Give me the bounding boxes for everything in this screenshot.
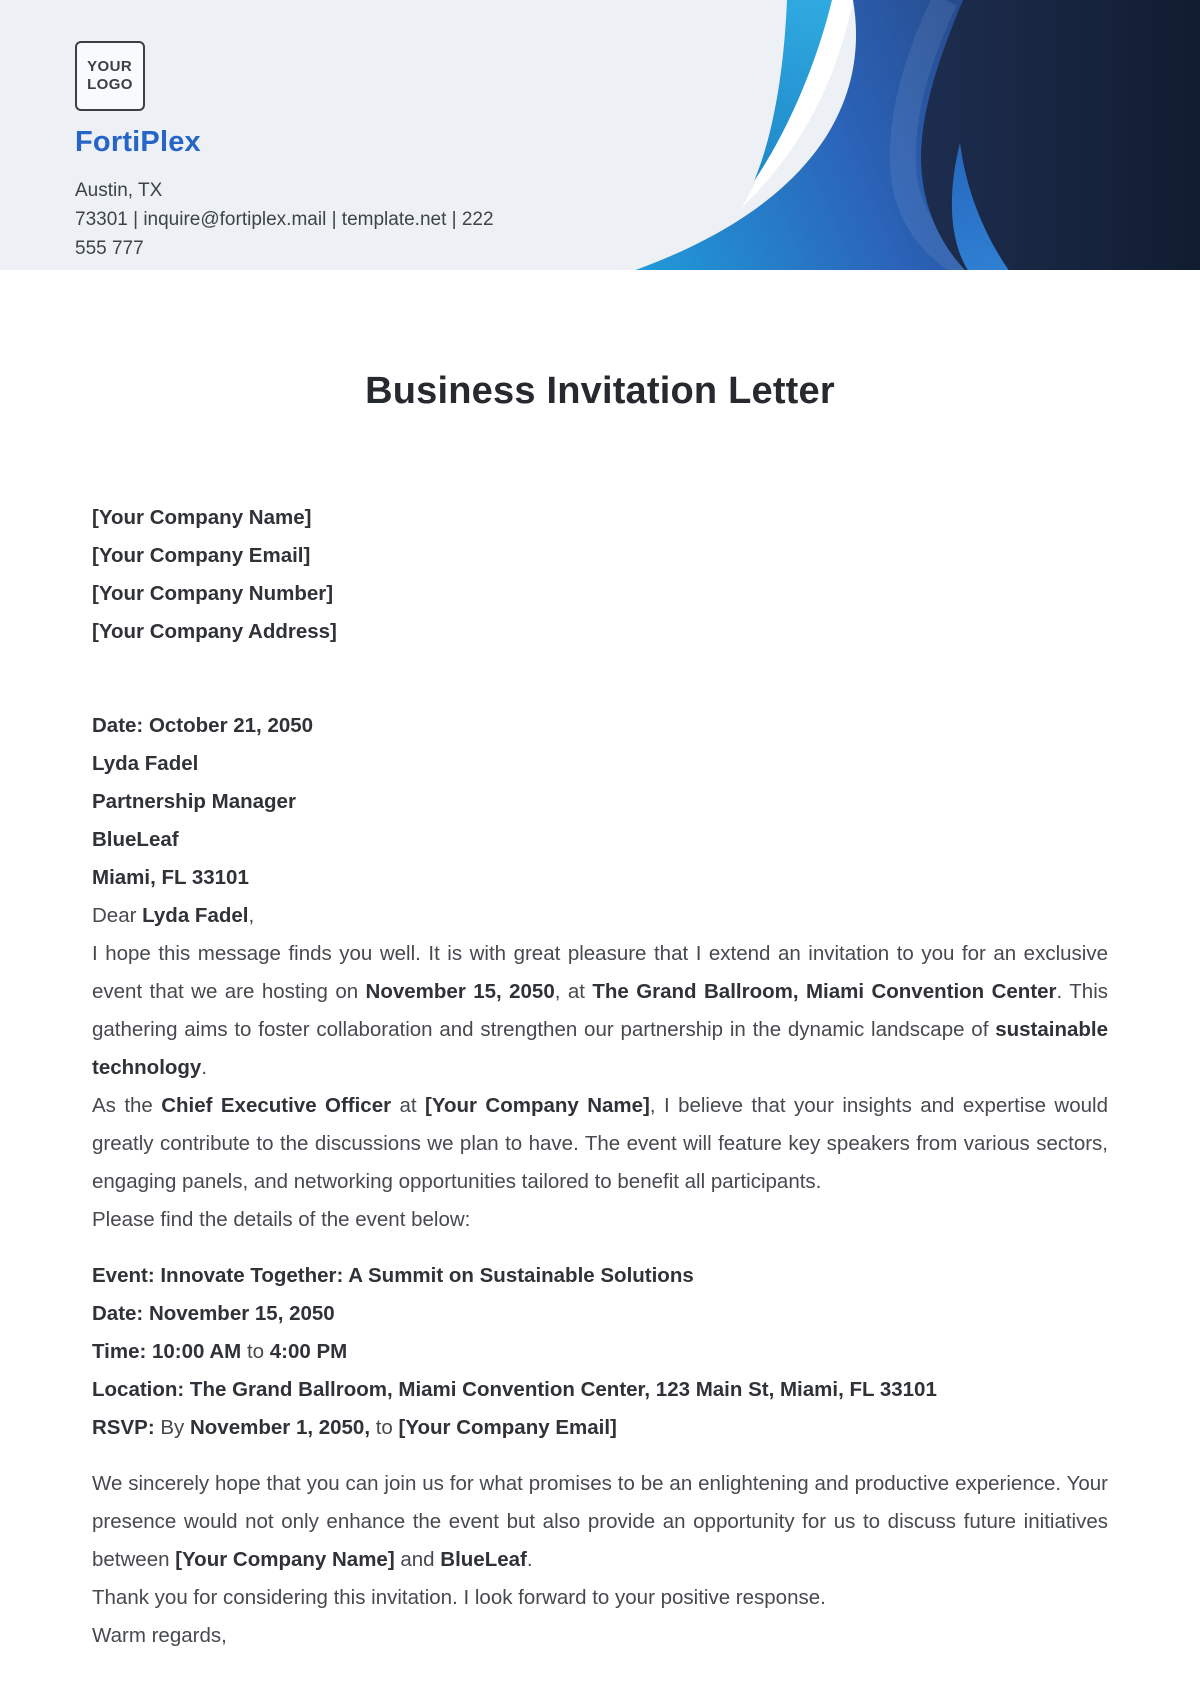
- event-date-line: Date: November 15, 2050: [92, 1302, 335, 1325]
- logo-text: [87, 58, 133, 94]
- recipient-role: Partnership Manager: [92, 790, 296, 813]
- letter-main-block: [92, 707, 1108, 1239]
- company-contact-block: [75, 176, 595, 263]
- event-rsvp-line: RSVP: By November 1, 2050, to [Your Company Email]: [92, 1416, 617, 1439]
- paragraph-thanks: Thank you for considering this invitation. I look forward to your positive response.: [92, 1586, 826, 1609]
- decorative-swirl-graphic: [555, 0, 1200, 270]
- company-name: FortiPlex: [75, 126, 201, 158]
- event-details-block: [92, 1257, 1108, 1447]
- logo-text-line2: LOGO: [87, 76, 133, 93]
- recipient-city: Miami, FL 33101: [92, 866, 249, 889]
- address-line-phone: 555 777: [75, 238, 144, 259]
- paragraph-role: As the Chief Executive Officer at [Your Company Name], I believe that your insights and expertise would greatly contribute to the discussions we plan to have. The event will feature key speakers from various sectors, engaging panels, and networking opportunities tailored to benefit all participants.: [92, 1094, 1108, 1193]
- date-line: Date: October 21, 2050: [92, 714, 314, 737]
- letter-title: Business Invitation Letter: [365, 370, 835, 412]
- paragraph-hope: We sincerely hope that you can join us for what promises to be an enlightening and productive experience. Your presence would not only enhance the event but also provide an opportunity for us to discuss future initiatives between [Your Company Name] and BlueLeaf.: [92, 1472, 1108, 1571]
- letterhead: [0, 0, 1200, 270]
- logo-placeholder: [75, 41, 145, 111]
- closing-block: [92, 1465, 1108, 1655]
- address-line-city: Austin, TX: [75, 180, 163, 201]
- paragraph-invitation: I hope this message finds you well. It is with great pleasure that I extend an invitation to you for an exclusive event that we are hosting on November 15, 2050, at The Grand Ballroom, Miami Convention Center. This gathering aims to foster collaboration and strengthen our partnership in the dynamic landscape of sustainable technology.: [92, 942, 1109, 1079]
- sender-company-name: [Your Company Name]: [92, 506, 312, 529]
- logo-text-line1: YOUR: [87, 58, 133, 75]
- recipient-company: BlueLeaf: [92, 828, 179, 851]
- sender-company-address: [Your Company Address]: [92, 620, 337, 643]
- sender-company-number: [Your Company Number]: [92, 582, 334, 605]
- sender-placeholder-block: [92, 499, 1108, 651]
- address-line-contact: 73301 | inquire@fortiplex.mail | template.net | 222: [75, 209, 494, 230]
- signoff: Warm regards,: [92, 1624, 227, 1647]
- letter-content: [0, 370, 1200, 1655]
- paragraph-details-intro: Please find the details of the event below:: [92, 1208, 471, 1231]
- recipient-name: Lyda Fadel: [92, 752, 199, 775]
- event-name-line: Event: Innovate Together: A Summit on Sustainable Solutions: [92, 1264, 694, 1287]
- event-location-line: Location: The Grand Ballroom, Miami Convention Center, 123 Main St, Miami, FL 33101: [92, 1378, 937, 1401]
- salutation: Dear Lyda Fadel,: [92, 904, 255, 927]
- event-time-line: Time: 10:00 AM to 4:00 PM: [92, 1340, 348, 1363]
- sender-company-email: [Your Company Email]: [92, 544, 311, 567]
